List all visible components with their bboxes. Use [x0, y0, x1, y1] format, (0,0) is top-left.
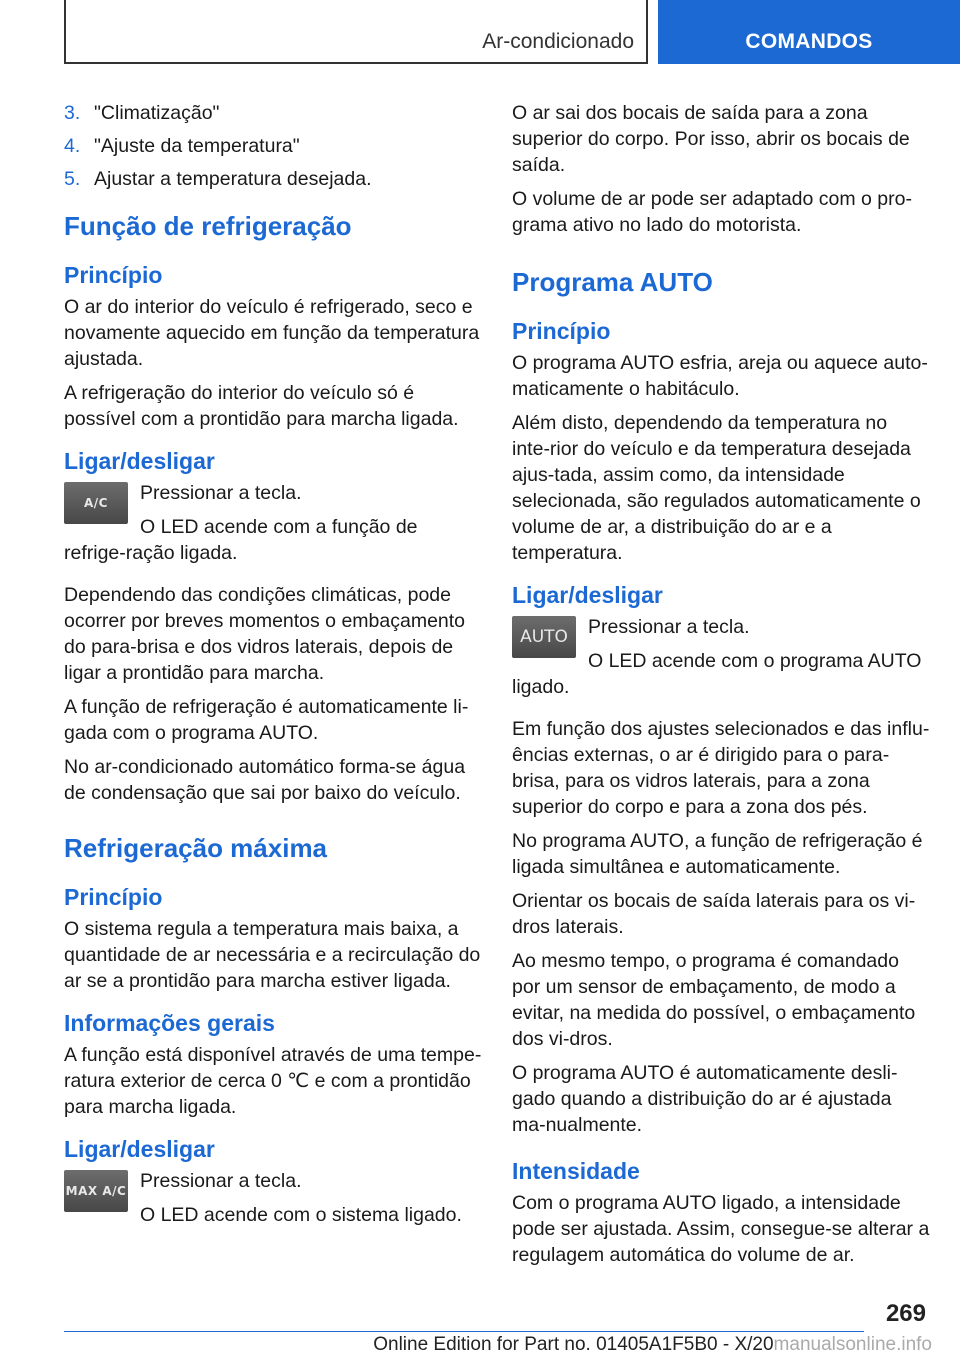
list-item — [64, 133, 482, 159]
header-chapter-title: COMANDOS — [745, 30, 873, 53]
auto-onoff-heading: Ligar/desligar — [512, 582, 663, 608]
cooling-condensation-text: No ar-condicionado automático forma-se água de condensação que sai por baixo do veículo. — [64, 756, 466, 804]
auto-program-heading: Programa AUTO — [512, 267, 713, 297]
cooling-fogging-text: Dependendo das condições climáticas, pode ocorrer por breves momentos o embaçamento do para-brisa e dos vidros laterais, depois de ligar a prontidão para marcha. — [64, 584, 466, 684]
footer-divider — [64, 1331, 864, 1332]
auto-regulation-text: Além disto, dependendo da temperatura no inte-rior do veículo e da temperatura desejada ajus-tada, assim como, da intensidade selecionada, são regulados automaticamente o volume de ar, a distribuição do ar e a temperatura. — [512, 412, 921, 564]
list-item — [64, 100, 482, 126]
auto-vents-text: Orientar os bocais de saída laterais para os vi-dros laterais. — [512, 890, 916, 938]
intensity-text: Com o programa AUTO ligado, a intensidade pode ser ajustada. Assim, consegue-se alterar a regulagem automática do volume de ar. — [512, 1192, 930, 1266]
auto-button-block — [512, 614, 930, 708]
cooling-principle-heading: Princípio — [64, 262, 163, 288]
header-section-title: Ar-condicionado — [482, 30, 634, 53]
footer-edition — [373, 1334, 932, 1356]
step-text: "Climatização" — [94, 102, 220, 124]
cooling-principle-text: O ar do interior do veículo é refrigerado, seco e novamente aquecido em função da temperatura ajustada. — [64, 296, 480, 370]
footer-watermark: manualsonline.info — [773, 1334, 932, 1355]
auto-press-instruction: Pressionar a tecla. — [588, 616, 750, 638]
auto-fog-sensor-text: Ao mesmo tempo, o programa é comandado por um sensor de embaçamento, de modo a evitar, na medida do possível, o embaçamento dos vi-dros. — [512, 950, 916, 1050]
max-info-text: A função está disponível através de uma tempe-ratura exterior de cerca 0 ℃ e com a prontidão para marcha ligada. — [64, 1044, 482, 1118]
max-onoff-heading: Ligar/desligar — [64, 1136, 215, 1162]
intensity-heading: Intensidade — [512, 1158, 640, 1184]
auto-off-text: O programa AUTO é automaticamente desli-gado quando a distribuição do ar é ajustada ma-nualmente. — [512, 1062, 898, 1136]
cooling-readiness-text: A refrigeração do interior do veículo só é possível com a prontidão para marcha ligada. — [64, 382, 459, 430]
air-volume-text: O volume de ar pode ser adaptado com o pro-grama ativo no lado do motorista. — [512, 188, 912, 236]
cooling-auto-text: A função de refrigeração é automaticamente li-gada com o programa AUTO. — [64, 696, 469, 744]
page-number: 269 — [885, 1300, 926, 1327]
cooling-onoff-heading: Ligar/desligar — [64, 448, 215, 474]
auto-principle-heading: Princípio — [512, 318, 611, 344]
max-ac-button-block — [64, 1168, 482, 1236]
max-info-heading: Informações gerais — [64, 1010, 275, 1036]
auto-principle-text: O programa AUTO esfria, areja ou aquece auto-maticamente o habitáculo. — [512, 352, 928, 400]
auto-distribution-text: Em função dos ajustes selecionados e das influ-ências externas, o ar é dirigido para o para-brisa, para os vidros laterais, para a zona superior do corpo e para a zona dos pés. — [512, 718, 930, 818]
footer-edition-text: Online Edition for Part no. 01405A1F5B0 - X/20 — [373, 1334, 774, 1355]
max-principle-heading: Princípio — [64, 884, 163, 910]
auto-led-text: O LED acende com o programa AUTO ligado. — [512, 650, 922, 698]
left-column — [64, 100, 482, 1244]
right-column — [512, 100, 930, 1276]
header-section-box — [64, 0, 648, 64]
max-led-text: O LED acende com o sistema ligado. — [140, 1204, 462, 1226]
max-principle-text: O sistema regula a temperatura mais baixa, a quantidade de ar necessária e a recirculação do ar se a prontidão para marcha estiver ligada. — [64, 918, 481, 992]
ac-button-block — [64, 480, 482, 574]
max-cooling-heading: Refrigeração máxima — [64, 833, 328, 863]
max-press-instruction: Pressionar a tecla. — [140, 1170, 302, 1192]
step-number: 3. — [64, 102, 81, 124]
cooling-function-heading: Função de refrigeração — [64, 211, 352, 241]
list-item — [64, 166, 482, 192]
header-chapter-tab — [658, 0, 960, 64]
step-text: "Ajuste da temperatura" — [94, 135, 300, 157]
step-number: 5. — [64, 168, 81, 190]
max-ac-button-icon: MAX A/C — [64, 1170, 128, 1212]
air-outlet-text: O ar sai dos bocais de saída para a zona superior do corpo. Por isso, abrir os bocais de saída. — [512, 102, 910, 176]
steps-list — [64, 100, 482, 192]
auto-button-icon: AUTO — [512, 616, 576, 658]
step-number: 4. — [64, 135, 81, 157]
step-text: Ajustar a temperatura desejada. — [94, 168, 372, 190]
auto-cooling-text: No programa AUTO, a função de refrigeração é ligada simultânea e automaticamente. — [512, 830, 923, 878]
ac-button-icon: A/C — [64, 482, 128, 524]
ac-led-text: O LED acende com a função de refrige-ração ligada. — [64, 516, 418, 564]
ac-press-instruction: Pressionar a tecla. — [140, 482, 302, 504]
